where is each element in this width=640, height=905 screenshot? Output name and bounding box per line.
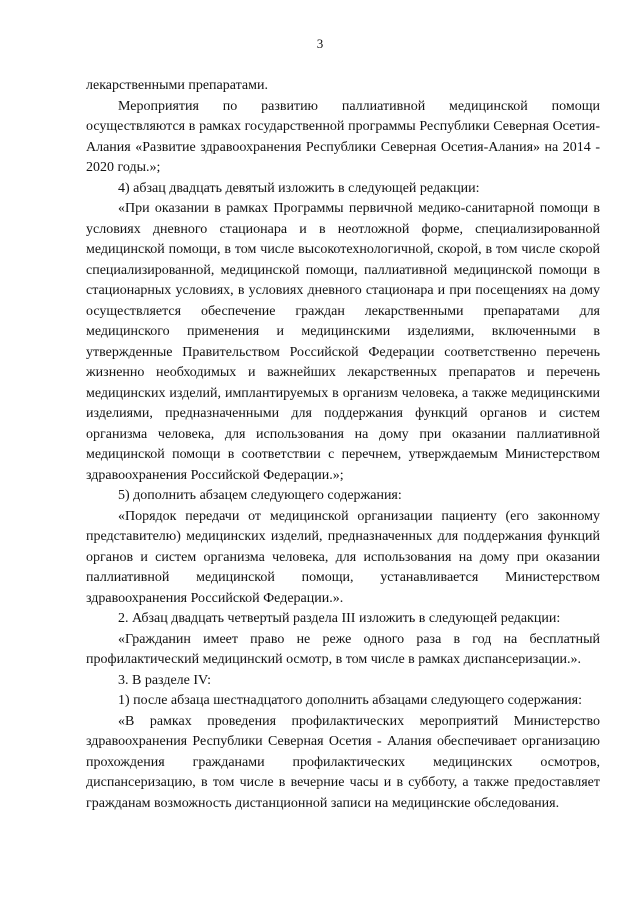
paragraph: «Гражданин имеет право не реже одного раза в год на бесплатный профилактический медицинский осмотр, в том числе в рамках диспансеризации.». (86, 631, 600, 667)
paragraph: «В рамках проведения профилактических мероприятий Министерство здравоохранения Республики Северная Осетия - Алания обеспечивает организацию прохождения гражданами профилактических медицинских осмотров, диспансеризацию, в том числе в вечерние часы и в субботу, а также предоставляет гражданам возможность дистанционной записи на медицинские обследования. (86, 713, 600, 811)
paragraph: 2. Абзац двадцать четвертый раздела III изложить в следующей редакции: (118, 611, 561, 626)
paragraph: «При оказании в рамках Программы первичной медико-санитарной помощи в условиях дневного стационара и в неотложной форме, специализированной медицинской помощи, в том числе высокотехнологичной, скорой, в том числе скорой специализированной, медицинской помощи, паллиативной медицинской помощи в стационарных условиях, в условиях дневного стационара и при посещениях на дому осуществляется обеспечение граждан лекарственными препаратами для медицинского применения и медицинскими изделиями, включенными в утвержденные Правительством Российской Федерации соответственно перечень жизненно необходимых и важнейших лекарственных препаратов и перечень медицинских изделий, имплантируемых в организм человека, а также медицинскими изделиями, предназначенными для поддержания функций органов и систем организма человека, для использования на дому при оказании паллиативной медицинской помощи в соответствии с перечнем, утверждаемым Министерством здравоохранения Российской Федерации.»; (86, 201, 600, 483)
paragraph: 4) абзац двадцать девятый изложить в следующей редакции: (118, 180, 480, 196)
document-body (86, 76, 600, 814)
paragraph: «Порядок передачи от медицинской организации пациенту (его законному представителю) медицинских изделий, предназначенных для поддержания функций органов и систем организма человека, для использования на дому при оказании паллиативной медицинской помощи, устанавливается Министерством здравоохранения Российской Федерации.». (86, 508, 600, 606)
paragraph: 5) дополнить абзацем следующего содержания: (118, 488, 402, 503)
paragraph: Мероприятия по развитию паллиативной медицинской помощи осуществляются в рамках государственной программы Республики Северная Осетия-Алания «Развитие здравоохранения Республики Северная Осетия-Алания» на 2014 - 2020 годы.»; (86, 98, 600, 175)
page-number: 3 (316, 36, 324, 51)
paragraph: 1) после абзаца шестнадцатого дополнить абзацами следующего содержания: (118, 693, 582, 708)
paragraph: лекарственными препаратами. (86, 78, 268, 93)
paragraph: 3. В разделе IV: (118, 672, 211, 688)
